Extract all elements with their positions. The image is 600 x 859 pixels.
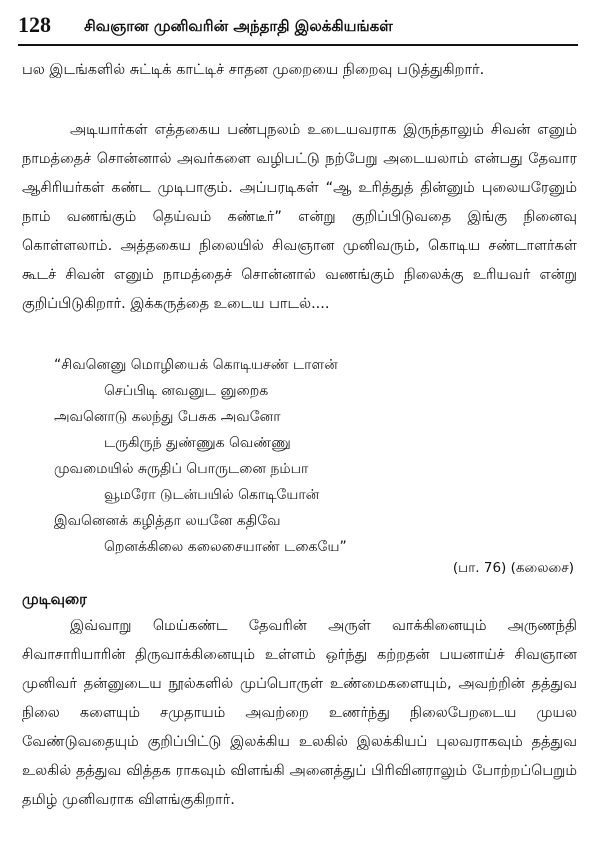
page-number: 128: [18, 12, 51, 37]
verse-line: வூமரோ டுடன்பயில் கொடியோன்: [104, 487, 320, 503]
verse-line: டருகிருந் துண்ணுக வெண்ணு: [104, 435, 291, 451]
verse-block: [54, 352, 554, 560]
paragraph-devotees: அடியார்கள் எத்தகைய பண்புநலம் உடையவராக இருந்தாலும் சிவன் எனும் நாமத்தைச் சொன்னால் அவர்களை வழிபட்டு நற்பேறு அடையலாம் என்பது தேவார ஆசிரியர்கள் கண்ட முடிபாகும். அப்பரடிகள் “ஆ உரித்துத் தின்னும் புலையரேனும் நாம் வணங்கும் தெய்வம் கண்டீர்” என்று குறிப்பிடுவதை இங்கு நினைவு கொள்ளலாம். அத்தகைய நிலையில் சிவஞான முனிவரும், கொடிய சண்டாளர்கள் கூடச் சிவன் எனும் நாமத்தைச் சொன்னால் வணங்கும் நிலைக்கு உரியவர் என்று குறிப்பிடுகிறார். இக்கருத்தை உடைய பாடல்....: [22, 122, 577, 312]
verse-line: முவமையில் சுருதிப் பொருடனை நம்பா: [54, 461, 309, 477]
verse-line: செப்பிடி னவனுட னுறைக: [104, 383, 269, 399]
verse-line: அவனொடு கலந்து பேசுக அவனோ: [54, 409, 281, 425]
page-header: [18, 10, 578, 46]
section-heading-conclusion: முடிவுரை: [22, 590, 87, 608]
verse-line: றெனக்கிலை கலைசையாண் டகையே”: [104, 539, 347, 555]
verse-line: இவனெனக் கழித்தா லயனே கதிவே: [54, 513, 281, 529]
paragraph-continuation: பல இடங்களில் சுட்டிக் காட்டிச் சாதன முறையை நிறைவு படுத்துகிறார்.: [22, 62, 485, 78]
paragraph-conclusion: இவ்வாறு மெய்கண்ட தேவரின் அருள் வாக்கினையும் அருணந்தி சிவாசாரியாரின் திருவாக்கினையும் உள்ளம் ஒர்ந்து கற்றதன் பயனாய்ச் சிவஞான முனிவர் தன்னுடைய நூல்களில் முப்பொருள் உண்மைகளையும், அவற்றின் தத்துவ நிலை களையும் சமுதாயம் அவற்றை உணர்ந்து நிலைபேறடைய முயல வேண்டுவதையும் குறிப்பிட்டு இலக்கிய உலகில் இலக்கியப் புலவராகவும் தத்துவ உலகில் தத்துவ வித்தக ராகவும் விளங்கி அனைத்துப் பிரிவினராலும் போற்றப்பெறும் தமிழ் முனிவராக விளங்குகிறார்.: [22, 618, 577, 808]
running-title: சிவஞான முனிவரின் அந்தாதி இலக்கியங்கள்: [84, 17, 393, 35]
verse-line: “சிவனெனு மொழியைக் கொடியசண் டாளன்: [54, 357, 338, 373]
header-rule: [18, 44, 578, 46]
verse-citation: (பா. 76) (கலைசை): [452, 560, 574, 576]
